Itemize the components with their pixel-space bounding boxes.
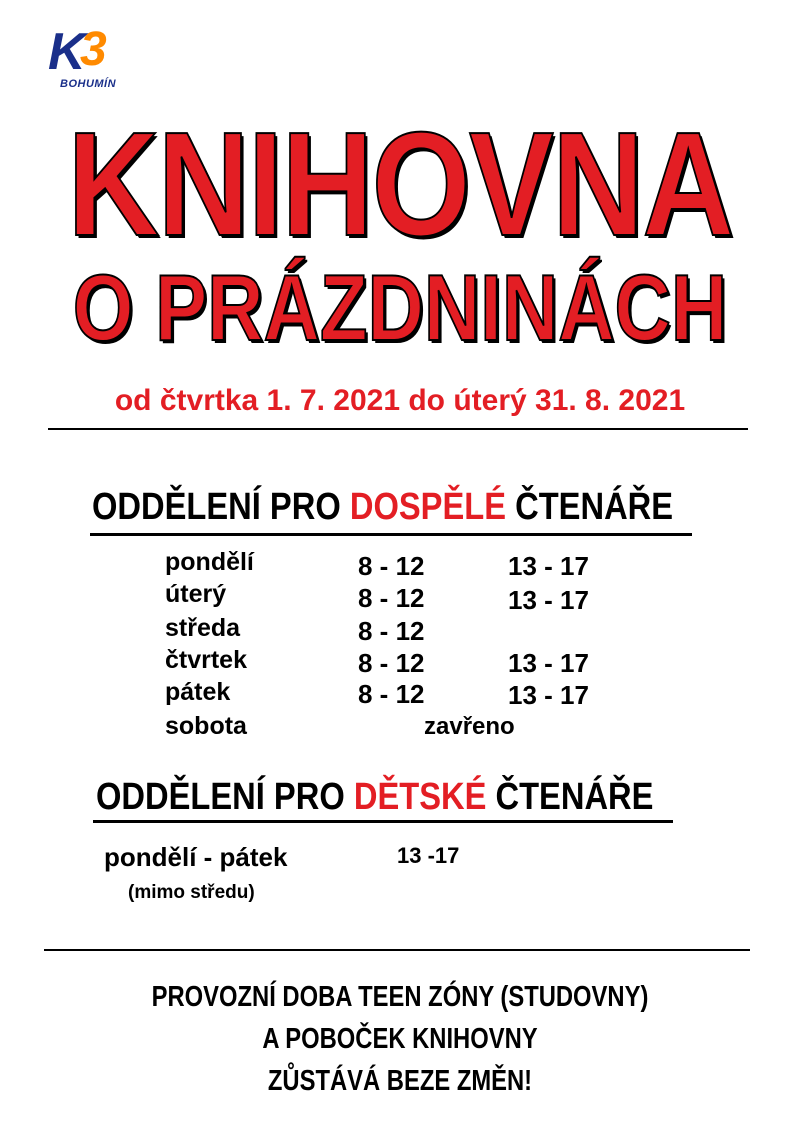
day-label: pátek: [165, 678, 231, 706]
child-heading-highlight: DĚTSKÉ: [353, 776, 487, 818]
child-heading-post: ČTENÁŘE: [486, 776, 654, 818]
adult-section-heading: [92, 486, 673, 529]
morning-hours: 8 - 12: [358, 679, 425, 709]
afternoon-hours: 13 - 17: [508, 585, 589, 615]
footer-line-3: ZŮSTÁVÁ BEZE ZMĚN!: [267, 1065, 533, 1097]
footer-line-2: A POBOČEK KNIHOVNY: [262, 1023, 538, 1055]
footer-line-1: PROVOZNÍ DOBA TEEN ZÓNY (STUDOVNY): [151, 981, 649, 1013]
day-label: sobota: [165, 712, 247, 740]
afternoon-hours: 13 - 17: [508, 551, 589, 581]
adult-heading-underline: [90, 533, 692, 536]
adult-heading-pre: ODDĚLENÍ PRO: [92, 486, 350, 528]
day-label: úterý: [165, 580, 227, 608]
logo-number: 3: [80, 23, 107, 76]
adult-heading-highlight: DOSPĚLÉ: [349, 486, 507, 528]
adult-heading-post: ČTENÁŘE: [506, 486, 674, 528]
morning-hours: 8 - 12: [358, 583, 425, 613]
child-note: (mimo středu): [128, 882, 255, 903]
poster-title: KNIHOVNA: [67, 102, 733, 267]
afternoon-hours: 13 - 17: [508, 680, 589, 710]
logo-town: BOHUMÍN: [60, 78, 117, 90]
day-label: čtvrtek: [165, 646, 247, 674]
morning-hours: 8 - 12: [358, 648, 425, 678]
day-label: pondělí: [165, 548, 254, 576]
child-heading-pre: ODDĚLENÍ PRO: [96, 776, 354, 818]
logo-letter: K: [48, 23, 84, 81]
child-hours: 13 -17: [397, 843, 460, 868]
divider-bottom: [44, 949, 750, 951]
poster-subtitle: O PRÁZDNINÁCH: [72, 255, 728, 360]
morning-hours: 8 - 12: [358, 616, 425, 646]
morning-hours: 8 - 12: [358, 551, 425, 581]
closed-label: zavřeno: [424, 713, 515, 740]
k3-logo: [48, 22, 138, 96]
period-text: od čtvrtka 1. 7. 2021 do úterý 31. 8. 2021: [114, 384, 686, 417]
day-label: středa: [165, 614, 241, 642]
child-days: pondělí - pátek: [104, 842, 288, 872]
divider-top: [48, 428, 748, 430]
child-section-heading: [96, 776, 653, 819]
afternoon-hours: 13 - 17: [508, 648, 589, 678]
child-heading-underline: [93, 820, 673, 823]
